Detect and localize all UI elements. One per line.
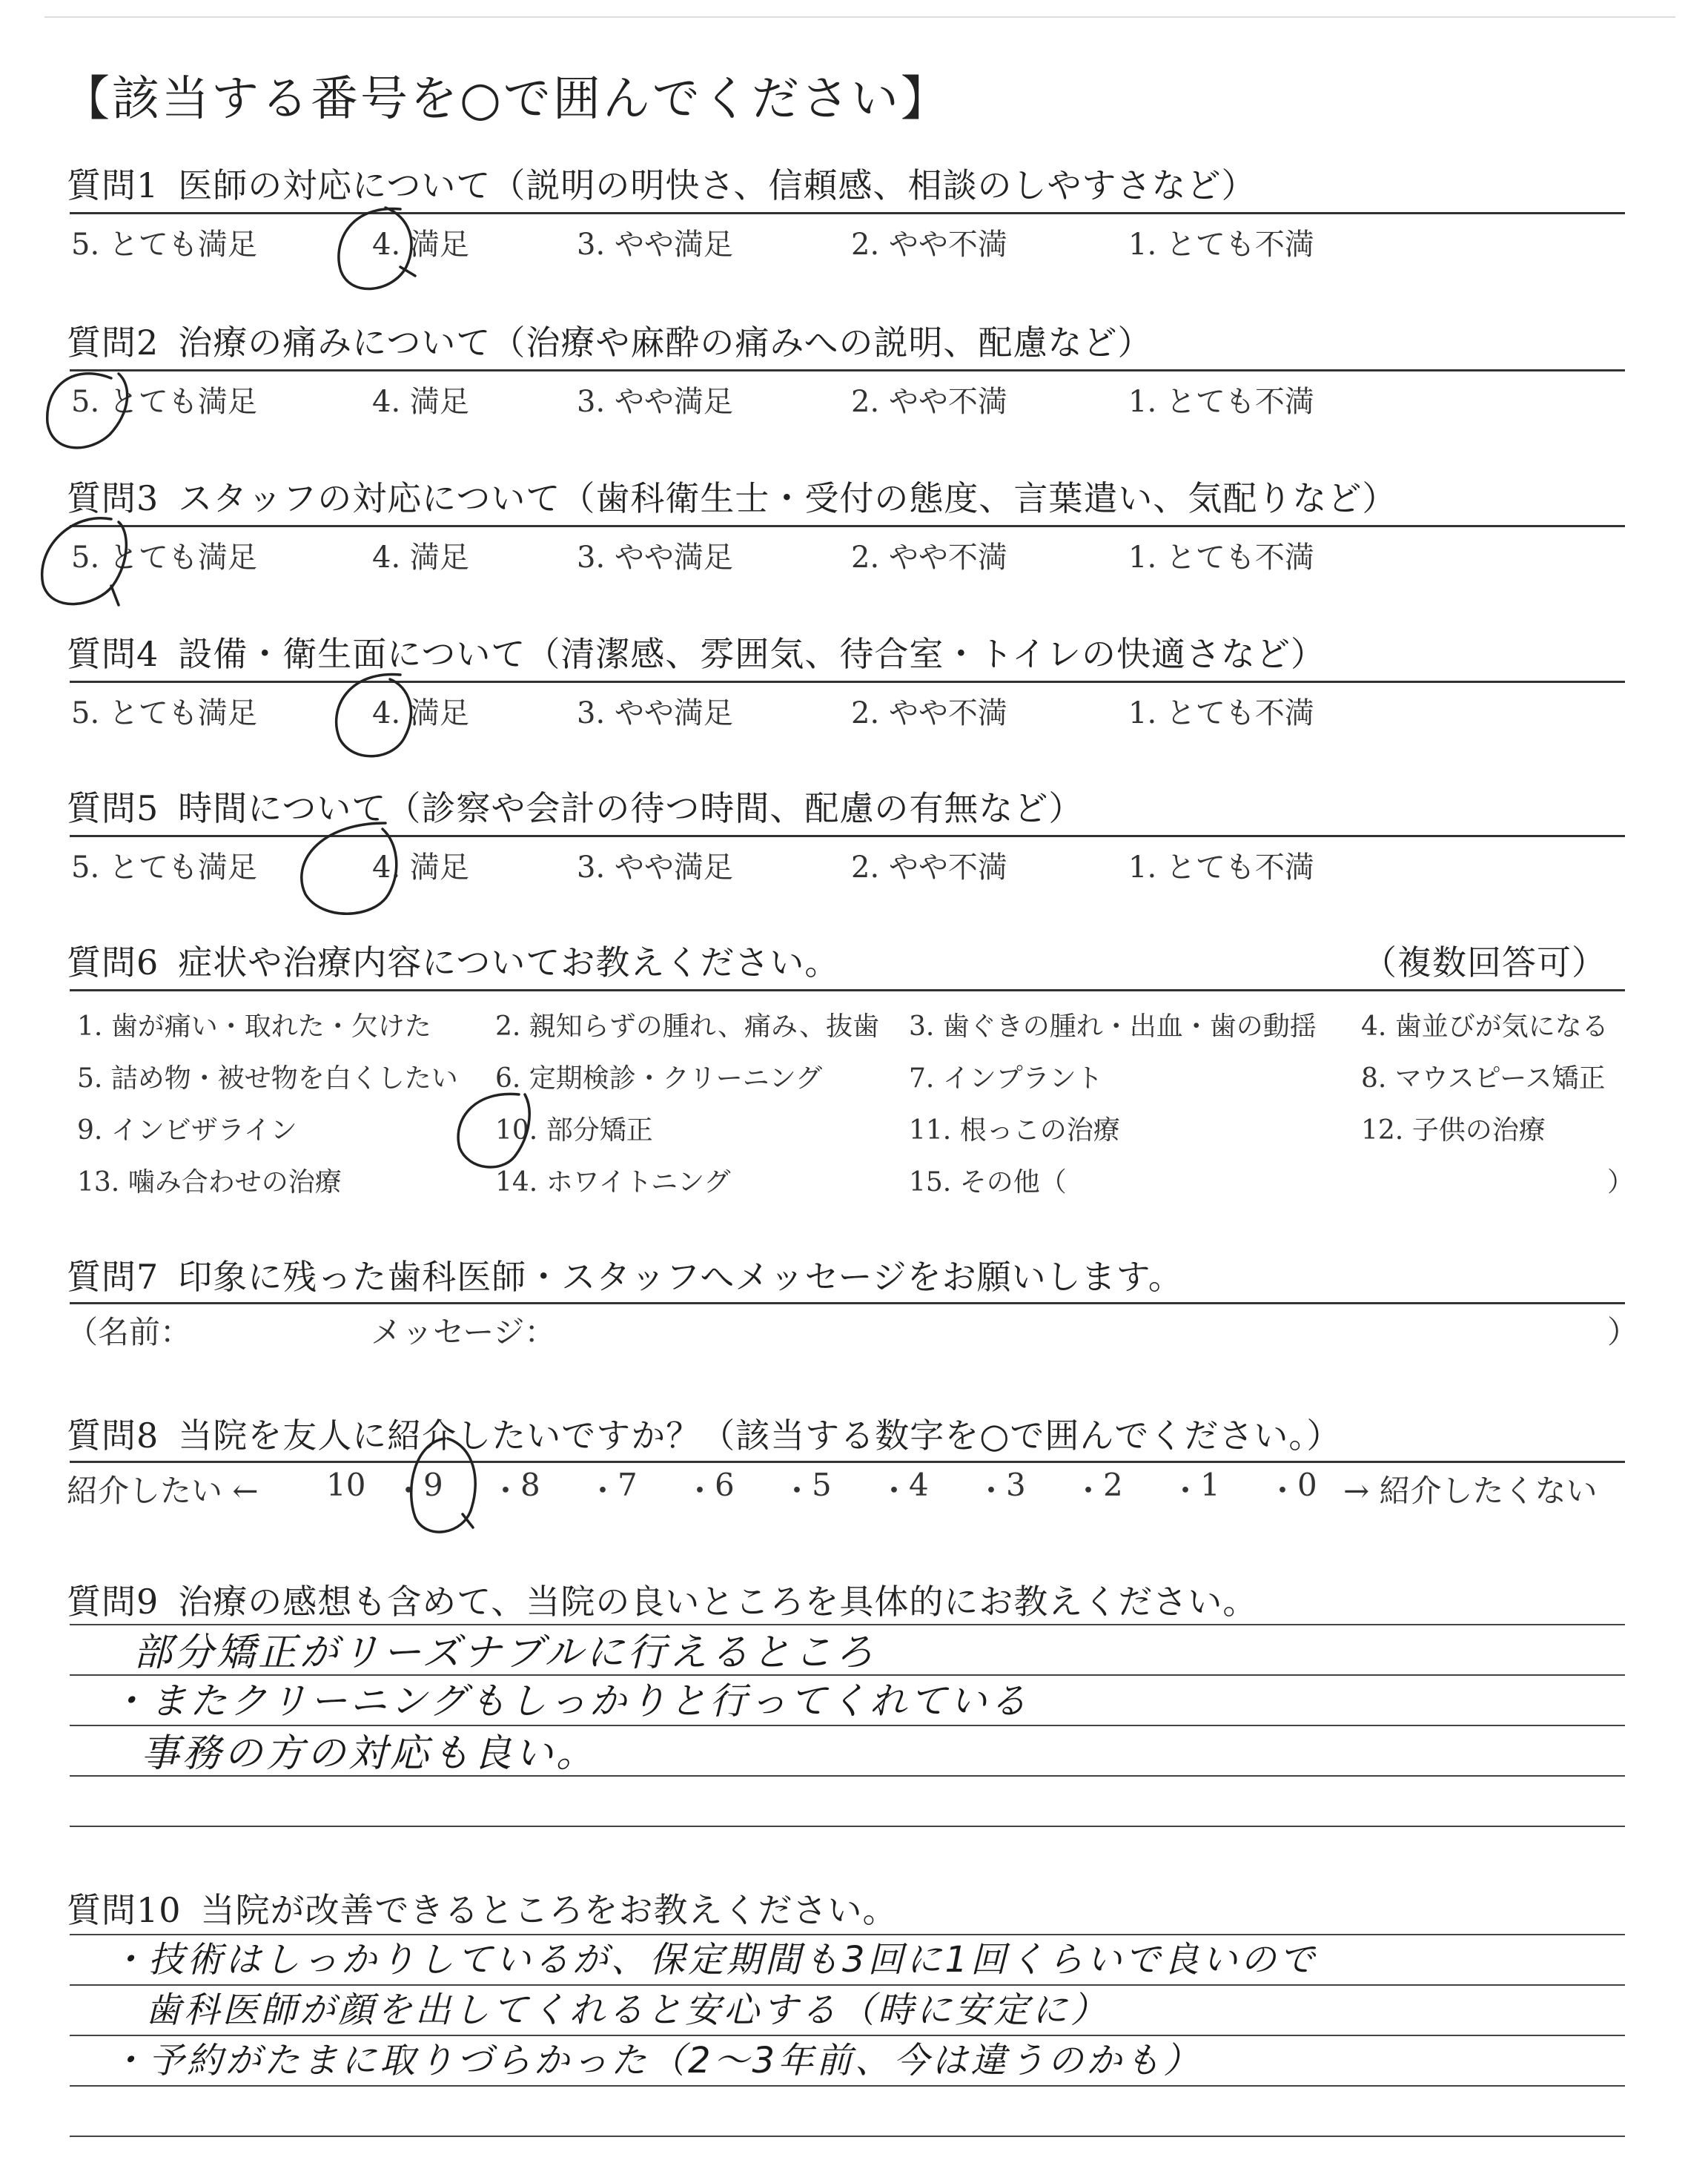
q6-option-1[interactable]: 1. 歯が痛い・取れた・欠けた bbox=[77, 1011, 431, 1042]
q9-answer-line-2: ・またクリーニングもしっかりと行ってくれている bbox=[110, 1680, 1030, 1723]
q6-option-9[interactable]: 9. インビザライン bbox=[77, 1115, 297, 1146]
q5-option-5[interactable]: 5. とても満足 bbox=[71, 851, 257, 885]
q4-option-2[interactable]: 2. やや不満 bbox=[851, 696, 1007, 730]
recommend-right-label: → 紹介したくない bbox=[1343, 1473, 1598, 1509]
q2-option-3[interactable]: 3. やや満足 bbox=[577, 385, 733, 419]
q2-option-5[interactable]: 5. とても満足 bbox=[71, 385, 257, 419]
question-number: 質問4 bbox=[67, 634, 159, 674]
q6-option-4[interactable]: 4. 歯並びが気になる bbox=[1361, 1011, 1609, 1042]
q3-option-1[interactable]: 1. とても不満 bbox=[1128, 541, 1314, 575]
q1-option-1[interactable]: 1. とても不満 bbox=[1128, 228, 1314, 262]
answer-line bbox=[70, 2085, 1625, 2087]
q6-option-11[interactable]: 11. 根っこの治療 bbox=[909, 1115, 1120, 1146]
question-text: 設備・衛生面について（清潔感、雰囲気、待合室・トイレの快適さなど） bbox=[178, 634, 1326, 674]
question-7-title bbox=[67, 1250, 1183, 1299]
question-number: 質問1 bbox=[67, 165, 159, 205]
q6-option-13[interactable]: 13. 噛み合わせの治療 bbox=[77, 1167, 342, 1198]
recommend-number-6[interactable]: 6 bbox=[715, 1467, 735, 1503]
recommend-left-label: 紹介したい ← bbox=[67, 1473, 259, 1509]
q2-option-1[interactable]: 1. とても不満 bbox=[1128, 385, 1314, 419]
recommend-separator-dot: ・ bbox=[393, 1473, 425, 1509]
question-7-rule bbox=[70, 1302, 1625, 1304]
question-6-title bbox=[67, 936, 839, 985]
q4-option-5[interactable]: 5. とても満足 bbox=[71, 696, 257, 730]
question-text: 症状や治療内容についてお教えください。 bbox=[178, 942, 840, 982]
question-8-title bbox=[67, 1409, 1341, 1458]
name-label: （名前： bbox=[67, 1314, 192, 1350]
q6-option-5[interactable]: 5. 詰め物・被せ物を白くしたい bbox=[77, 1063, 458, 1094]
question-number: 質問10 bbox=[67, 1890, 182, 1930]
recommend-separator-dot: ・ bbox=[587, 1473, 619, 1509]
q4-option-3[interactable]: 3. やや満足 bbox=[577, 696, 733, 730]
question-text: 治療の痛みについて（治療や麻酔の痛みへの説明、配慮など） bbox=[178, 323, 1153, 363]
recommend-number-0[interactable]: 0 bbox=[1297, 1467, 1317, 1503]
recommend-number-10[interactable]: 10 bbox=[326, 1467, 366, 1503]
question-8-rule bbox=[70, 1461, 1625, 1463]
q1-selection-tail bbox=[400, 267, 415, 276]
question-text: スタッフの対応について（歯科衛生士・受付の態度、言葉遣い、気配りなど） bbox=[178, 478, 1397, 518]
q6-option-8[interactable]: 8. マウスピース矯正 bbox=[1361, 1063, 1606, 1094]
q4-option-4[interactable]: 4. 満足 bbox=[372, 696, 469, 730]
question-6-rule bbox=[70, 989, 1625, 991]
recommend-separator-dot: ・ bbox=[1170, 1473, 1202, 1509]
q1-option-2[interactable]: 2. やや不満 bbox=[851, 228, 1007, 262]
recommend-number-3[interactable]: 3 bbox=[1006, 1467, 1026, 1503]
question-4-rule bbox=[70, 681, 1625, 683]
q6-option-15[interactable]: 15. その他（ bbox=[909, 1167, 1067, 1198]
q6-option-10[interactable]: 10. 部分矯正 bbox=[495, 1115, 653, 1146]
recommend-number-2[interactable]: 2 bbox=[1103, 1467, 1123, 1503]
question-text: 治療の感想も含めて、当院の良いところを具体的にお教えください。 bbox=[178, 1582, 1258, 1622]
answer-line bbox=[70, 2136, 1625, 2137]
recommend-separator-dot: ・ bbox=[490, 1473, 522, 1509]
recommend-separator-dot: ・ bbox=[781, 1473, 813, 1509]
question-2-title bbox=[67, 316, 1152, 365]
question-number: 質問8 bbox=[67, 1416, 159, 1456]
question-number: 質問7 bbox=[67, 1257, 159, 1297]
question-3-rule bbox=[70, 525, 1625, 527]
question-number: 質問3 bbox=[67, 478, 159, 518]
q5-option-3[interactable]: 3. やや満足 bbox=[577, 851, 733, 885]
q2-option-2[interactable]: 2. やや不満 bbox=[851, 385, 1007, 419]
multiple-answer-note: （複数回答可） bbox=[1363, 942, 1606, 982]
scan-edge-line bbox=[44, 16, 1675, 18]
question-text: 医師の対応について（説明の明快さ、信頼感、相談のしやすさなど） bbox=[178, 165, 1257, 205]
question-5-rule bbox=[70, 835, 1625, 837]
q5-option-2[interactable]: 2. やや不満 bbox=[851, 851, 1007, 885]
question-2-rule bbox=[70, 369, 1625, 371]
q6-option-7[interactable]: 7. インプラント bbox=[909, 1063, 1103, 1094]
q1-option-3[interactable]: 3. やや満足 bbox=[577, 228, 733, 262]
q6-option-3[interactable]: 3. 歯ぐきの腫れ・出血・歯の動揺 bbox=[909, 1011, 1317, 1042]
question-1-title bbox=[67, 159, 1257, 208]
q5-option-4[interactable]: 4. 満足 bbox=[372, 851, 469, 885]
question-1-rule bbox=[70, 212, 1625, 214]
q5-option-1[interactable]: 1. とても不満 bbox=[1128, 851, 1314, 885]
q6-other-close-paren: ） bbox=[1607, 1167, 1635, 1198]
question-number: 質問9 bbox=[67, 1582, 159, 1622]
q9-answer-line-3: 事務の方の対応も良い。 bbox=[141, 1731, 598, 1776]
question-text: 時間について（診察や会計の待つ時間、配慮の有無など） bbox=[178, 788, 1084, 828]
question-9-title bbox=[67, 1575, 1257, 1624]
q1-option-4[interactable]: 4. 満足 bbox=[372, 228, 469, 262]
q1-option-5[interactable]: 5. とても満足 bbox=[71, 228, 257, 262]
question-text: 当院が改善できるところをお教えください。 bbox=[200, 1890, 898, 1930]
question-number: 質問5 bbox=[67, 788, 159, 828]
recommend-separator-dot: ・ bbox=[1267, 1473, 1299, 1509]
recommend-separator-dot: ・ bbox=[684, 1473, 716, 1509]
recommend-separator-dot: ・ bbox=[1073, 1473, 1105, 1509]
question-text: 印象に残った歯科医師・スタッフへメッセージをお願いします。 bbox=[178, 1257, 1183, 1297]
recommend-number-8[interactable]: 8 bbox=[520, 1467, 540, 1503]
question-text: 当院を友人に紹介したいですか？（該当する数字を○で囲んでください。） bbox=[178, 1416, 1342, 1456]
q3-option-2[interactable]: 2. やや不満 bbox=[851, 541, 1007, 575]
q3-option-4[interactable]: 4. 満足 bbox=[372, 541, 469, 575]
q10-answer-line-2: 歯科医師が顔を出してくれると安心する（時に安定に） bbox=[145, 1989, 1110, 2031]
q6-option-6[interactable]: 6. 定期検診・クリーニング bbox=[495, 1063, 823, 1094]
recommend-number-1[interactable]: 1 bbox=[1200, 1467, 1220, 1503]
question-number: 質問2 bbox=[67, 323, 159, 363]
message-label: メッセージ： bbox=[371, 1314, 556, 1350]
recommend-separator-dot: ・ bbox=[878, 1473, 910, 1509]
q6-option-12[interactable]: 12. 子供の治療 bbox=[1361, 1115, 1546, 1146]
recommend-number-5[interactable]: 5 bbox=[812, 1467, 832, 1503]
question-10-title bbox=[67, 1883, 898, 1932]
q3-option-5[interactable]: 5. とても満足 bbox=[71, 541, 257, 575]
question-4-title bbox=[67, 627, 1325, 676]
answer-line bbox=[70, 1826, 1625, 1827]
message-close-paren: ） bbox=[1607, 1314, 1639, 1350]
recommend-number-4[interactable]: 4 bbox=[909, 1467, 929, 1503]
recommend-separator-dot: ・ bbox=[976, 1473, 1007, 1509]
question-5-title bbox=[67, 782, 1083, 830]
q3-option-3[interactable]: 3. やや満足 bbox=[577, 541, 733, 575]
q9-answer-line-1: 部分矯正がリーズナブルに行えるところ bbox=[133, 1631, 877, 1675]
q10-answer-line-1: ・技術はしっかりしているが、保定期間も3回に1回くらいで良いので bbox=[110, 1939, 1318, 1981]
question-3-title bbox=[67, 472, 1397, 521]
q4-option-1[interactable]: 1. とても不満 bbox=[1128, 696, 1314, 730]
q2-option-4[interactable]: 4. 満足 bbox=[372, 385, 469, 419]
question-number: 質問6 bbox=[67, 942, 159, 982]
page-header: 【該当する番号を○で囲んでください】 bbox=[62, 72, 950, 127]
q3-selection-tail bbox=[111, 586, 119, 605]
recommend-number-9[interactable]: 9 bbox=[423, 1467, 443, 1503]
recommend-number-7[interactable]: 7 bbox=[618, 1467, 638, 1503]
q10-answer-line-3: ・予約がたまに取りづらかった（2〜3年前、今は違うのかも） bbox=[110, 2040, 1202, 2081]
q8-selection-tail bbox=[463, 1514, 473, 1527]
q6-option-2[interactable]: 2. 親知らずの腫れ、痛み、抜歯 bbox=[495, 1011, 880, 1042]
q6-option-14[interactable]: 14. ホワイトニング bbox=[495, 1167, 731, 1198]
